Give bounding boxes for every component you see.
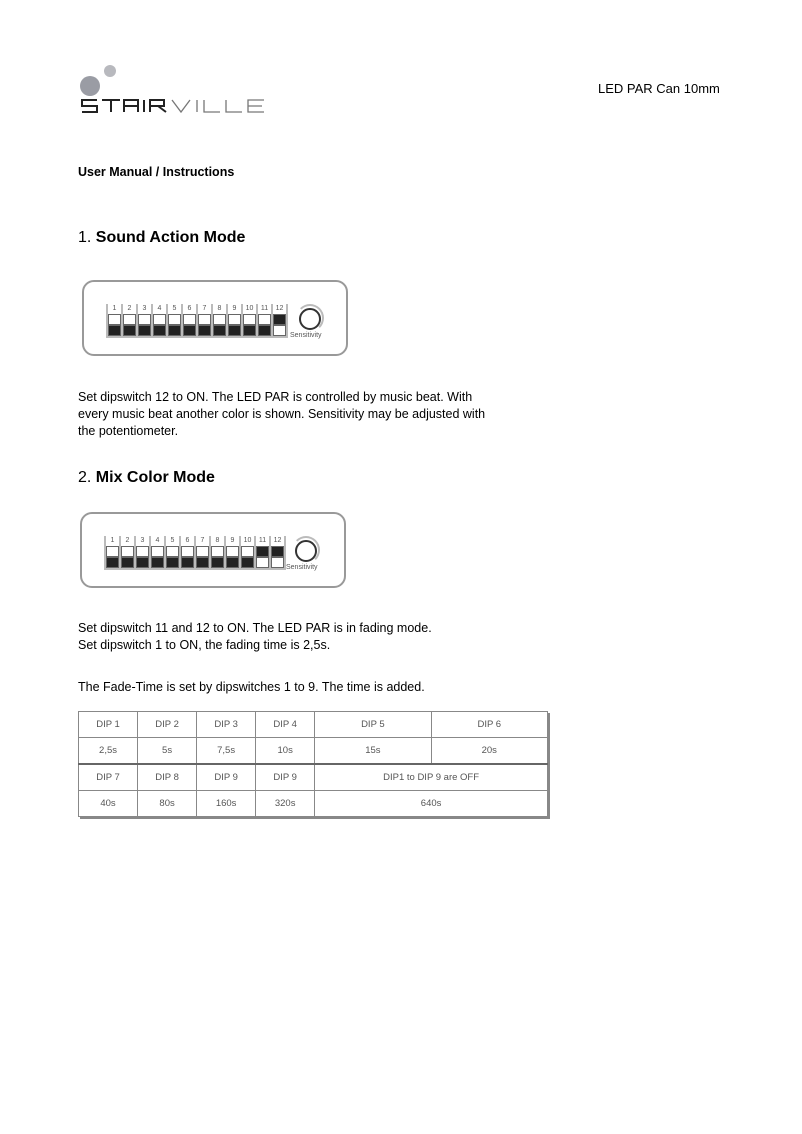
dipswitch-upper xyxy=(226,546,239,557)
dipswitch-number: 10 xyxy=(241,536,254,546)
dipswitch-number: 1 xyxy=(108,304,121,314)
dipswitch-5 xyxy=(166,536,179,568)
dipswitch-2 xyxy=(121,536,134,568)
dipswitch-lower xyxy=(198,325,211,336)
dipswitch-number: 6 xyxy=(181,536,194,546)
dipswitch-panel-sound xyxy=(82,280,348,356)
dipswitch-5 xyxy=(168,304,181,336)
dipswitch-lower xyxy=(256,557,269,568)
dipswitch-lower xyxy=(211,557,224,568)
dipswitch-upper xyxy=(168,314,181,325)
dipswitch-3 xyxy=(136,536,149,568)
table-cell: 80s xyxy=(138,791,197,817)
dipswitch-lower xyxy=(136,557,149,568)
dipswitch-upper xyxy=(136,546,149,557)
document-title: LED PAR Can 10mm xyxy=(598,81,720,96)
dipswitch-upper xyxy=(211,546,224,557)
dipswitch-number: 4 xyxy=(153,304,166,314)
section-number: 2. xyxy=(78,469,92,486)
dipswitch-upper xyxy=(166,546,179,557)
dipswitch-upper xyxy=(243,314,256,325)
table-row xyxy=(79,712,548,738)
table-cell: 640s xyxy=(315,791,548,817)
dipswitch-10 xyxy=(241,536,254,568)
dipswitch-lower xyxy=(153,325,166,336)
dipswitch-lower xyxy=(241,557,254,568)
dipswitch-7 xyxy=(198,304,211,336)
dipswitch-lower xyxy=(196,557,209,568)
dipswitch-number: 12 xyxy=(271,536,284,546)
dipswitch-9 xyxy=(226,536,239,568)
table-row xyxy=(79,791,548,817)
dipswitch-panel-mix xyxy=(80,512,346,588)
table-header-cell: DIP 6 xyxy=(431,712,547,738)
dipswitch-number: 11 xyxy=(258,304,271,314)
dipswitch-number: 2 xyxy=(123,304,136,314)
dipswitch-12 xyxy=(273,304,286,336)
dipswitch-12 xyxy=(271,536,284,568)
dipswitch-number: 8 xyxy=(213,304,226,314)
table-cell: 5s xyxy=(138,738,197,765)
dipswitch-lower xyxy=(271,557,284,568)
dipswitch-upper xyxy=(228,314,241,325)
dipswitch-upper xyxy=(121,546,134,557)
dipswitch-lower xyxy=(181,557,194,568)
dipswitch-upper xyxy=(183,314,196,325)
dipswitch-number: 8 xyxy=(211,536,224,546)
dipswitch-10 xyxy=(243,304,256,336)
dipswitch-11 xyxy=(256,536,269,568)
sensitivity-knob xyxy=(295,540,317,562)
sensitivity-knob xyxy=(299,308,321,330)
table-cell: 160s xyxy=(197,791,256,817)
dipswitch-11 xyxy=(258,304,271,336)
dipswitch-number: 11 xyxy=(256,536,269,546)
dipswitch-6 xyxy=(183,304,196,336)
dipswitch-upper xyxy=(213,314,226,325)
table-header-cell: DIP 5 xyxy=(315,712,431,738)
dipswitch-number: 7 xyxy=(196,536,209,546)
table-cell: 10s xyxy=(256,738,315,765)
dipswitch-lower xyxy=(243,325,256,336)
dipswitch-lower xyxy=(166,557,179,568)
dipswitch-upper xyxy=(181,546,194,557)
dipswitch-number: 3 xyxy=(136,536,149,546)
section-heading-mix-color xyxy=(78,469,215,487)
dipswitch-lower xyxy=(226,557,239,568)
dipswitch-lower xyxy=(138,325,151,336)
dipswitch-number: 10 xyxy=(243,304,256,314)
dipswitch-4 xyxy=(151,536,164,568)
dipswitch-1 xyxy=(106,536,119,568)
dipswitch-upper xyxy=(153,314,166,325)
dipswitch-lower xyxy=(121,557,134,568)
dipswitch-upper xyxy=(258,314,271,325)
dipswitch-upper xyxy=(108,314,121,325)
manual-subtitle: User Manual / Instructions xyxy=(78,165,235,179)
table-header-cell: DIP 8 xyxy=(138,764,197,791)
dipswitch-lower xyxy=(106,557,119,568)
dipswitch-2 xyxy=(123,304,136,336)
table-header-cell: DIP 4 xyxy=(256,712,315,738)
dipswitch-upper xyxy=(123,314,136,325)
dipswitch-number: 6 xyxy=(183,304,196,314)
dipswitch-number: 5 xyxy=(166,536,179,546)
dipswitch-lower xyxy=(183,325,196,336)
dipswitch-lower xyxy=(228,325,241,336)
dipswitch-upper xyxy=(106,546,119,557)
table-header-cell: DIP 3 xyxy=(197,712,256,738)
table-header-cell: DIP 2 xyxy=(138,712,197,738)
dipswitch-number: 2 xyxy=(121,536,134,546)
dipswitch-lower xyxy=(168,325,181,336)
dipswitch-7 xyxy=(196,536,209,568)
table-cell: 2,5s xyxy=(79,738,138,765)
dipswitch-9 xyxy=(228,304,241,336)
dipswitch-upper xyxy=(196,546,209,557)
stairville-logo xyxy=(80,62,300,122)
section-number: 1. xyxy=(78,229,92,246)
dipswitch-upper xyxy=(198,314,211,325)
mix-mode-description-2: Set dipswitch 1 to ON, the fading time is 2,5s. xyxy=(78,638,331,652)
dipswitch-8 xyxy=(213,304,226,336)
fade-time-table xyxy=(78,711,548,817)
table-cell: 7,5s xyxy=(197,738,256,765)
table-cell: 20s xyxy=(431,738,547,765)
fade-time-description: The Fade-Time is set by dipswitches 1 to 9. The time is added. xyxy=(78,680,425,694)
table-header-cell: DIP 1 xyxy=(79,712,138,738)
dipswitch-upper xyxy=(256,546,269,557)
dipswitch-lower xyxy=(273,325,286,336)
dipswitch-bank xyxy=(104,536,286,570)
dipswitch-8 xyxy=(211,536,224,568)
dipswitch-lower xyxy=(213,325,226,336)
dipswitch-upper xyxy=(271,546,284,557)
table-row xyxy=(79,738,548,765)
dipswitch-upper xyxy=(151,546,164,557)
table-cell: 40s xyxy=(79,791,138,817)
dipswitch-upper xyxy=(273,314,286,325)
table-row xyxy=(79,764,548,791)
sound-mode-description: Set dipswitch 12 to ON. The LED PAR is controlled by music beat. With every music beat another color is shown. Sensitivity may be adjusted with the potentiometer. xyxy=(78,390,486,438)
dipswitch-lower xyxy=(151,557,164,568)
table-cell: 15s xyxy=(315,738,431,765)
dipswitch-upper xyxy=(138,314,151,325)
dipswitch-lower xyxy=(123,325,136,336)
section-title: Sound Action Mode xyxy=(95,229,246,246)
table-header-cell: DIP 9 xyxy=(197,764,256,791)
dipswitch-lower xyxy=(258,325,271,336)
dipswitch-bank xyxy=(106,304,288,338)
mix-mode-description-1: Set dipswitch 11 and 12 to ON. The LED PAR is in fading mode. xyxy=(78,621,432,635)
sensitivity-label: Sensitivity xyxy=(290,332,322,339)
dipswitch-6 xyxy=(181,536,194,568)
dipswitch-number: 1 xyxy=(106,536,119,546)
dipswitch-number: 5 xyxy=(168,304,181,314)
section-title: Mix Color Mode xyxy=(95,469,215,486)
dipswitch-number: 9 xyxy=(226,536,239,546)
table-header-cell: DIP 7 xyxy=(79,764,138,791)
dipswitch-lower xyxy=(108,325,121,336)
dipswitch-number: 4 xyxy=(151,536,164,546)
table-header-cell: DIP1 to DIP 9 are OFF xyxy=(315,764,548,791)
dipswitch-number: 9 xyxy=(228,304,241,314)
dipswitch-3 xyxy=(138,304,151,336)
dipswitch-number: 12 xyxy=(273,304,286,314)
dipswitch-4 xyxy=(153,304,166,336)
table-cell: 320s xyxy=(256,791,315,817)
section-heading-sound-action xyxy=(78,229,245,247)
dipswitch-number: 7 xyxy=(198,304,211,314)
dipswitch-number: 3 xyxy=(138,304,151,314)
sensitivity-label: Sensitivity xyxy=(286,564,318,571)
dipswitch-upper xyxy=(241,546,254,557)
table-header-cell: DIP 9 xyxy=(256,764,315,791)
dipswitch-1 xyxy=(108,304,121,336)
